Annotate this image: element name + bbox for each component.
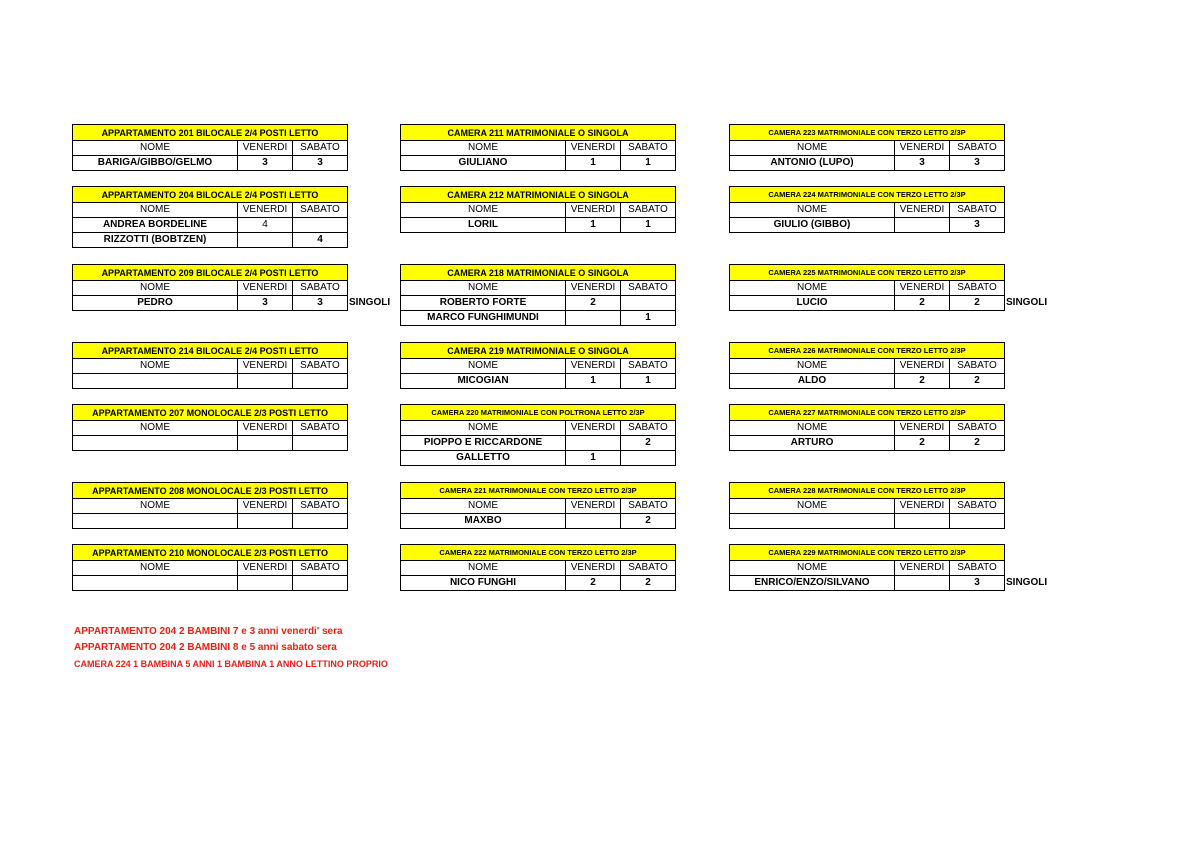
name-header: NOME: [401, 421, 566, 436]
guest-name: [73, 576, 238, 591]
guest-friday-count: 3: [895, 156, 950, 171]
guest-saturday-count: [293, 218, 348, 233]
guest-friday-count: 1: [566, 218, 621, 233]
guest-saturday-count: 3: [950, 156, 1005, 171]
room-title: APPARTAMENTO 208 MONOLOCALE 2/3 POSTI LETTO: [73, 483, 348, 499]
name-header: NOME: [730, 561, 895, 576]
friday-header: VENERDI: [566, 359, 621, 374]
room-title: CAMERA 218 MATRIMONIALE O SINGOLA: [401, 265, 676, 281]
name-header: NOME: [730, 203, 895, 218]
guest-saturday-count: 2: [950, 436, 1005, 451]
room-title: CAMERA 229 MATRIMONIALE CON TERZO LETTO 2/3P: [730, 545, 1005, 561]
room-table-camera-223: [729, 124, 1005, 171]
name-header: NOME: [730, 141, 895, 156]
room-table-camera-222: [400, 544, 676, 591]
room-title: APPARTAMENTO 201 BILOCALE 2/4 POSTI LETTO: [73, 125, 348, 141]
guest-saturday-count: 4: [293, 233, 348, 248]
guest-saturday-count: [293, 436, 348, 451]
guest-name: NICO FUNGHI: [401, 576, 566, 591]
notes-block: [74, 624, 388, 672]
guest-friday-count: 4: [238, 218, 293, 233]
saturday-header: SABATO: [293, 141, 348, 156]
room-table-camera-228: [729, 482, 1005, 529]
guest-name: MICOGIAN: [401, 374, 566, 389]
room-title: CAMERA 226 MATRIMONIALE CON TERZO LETTO 2/3P: [730, 343, 1005, 359]
guest-friday-count: [238, 436, 293, 451]
friday-header: VENERDI: [238, 141, 293, 156]
room-title: CAMERA 224 MATRIMONIALE CON TERZO LETTO 2/3P: [730, 187, 1005, 203]
name-header: NOME: [73, 281, 238, 296]
guest-saturday-count: 2: [621, 436, 676, 451]
guest-name: ROBERTO FORTE: [401, 296, 566, 311]
guest-name: GALLETTO: [401, 451, 566, 466]
guest-friday-count: 3: [238, 296, 293, 311]
friday-header: VENERDI: [566, 141, 621, 156]
guest-name: RIZZOTTI (BOBTZEN): [73, 233, 238, 248]
guest-friday-count: [238, 576, 293, 591]
friday-header: VENERDI: [895, 421, 950, 436]
name-header: NOME: [73, 203, 238, 218]
note-line: APPARTAMENTO 204 2 BAMBINI 8 e 5 anni sabato sera: [74, 642, 337, 653]
guest-saturday-count: [950, 514, 1005, 529]
guest-saturday-count: [621, 451, 676, 466]
friday-header: VENERDI: [238, 203, 293, 218]
name-header: NOME: [730, 359, 895, 374]
guest-saturday-count: [293, 514, 348, 529]
guest-name: BARIGA/GIBBO/GELMO: [73, 156, 238, 171]
guest-name: ENRICO/ENZO/SILVANO: [730, 576, 895, 591]
guest-name: MARCO FUNGHIMUNDI: [401, 311, 566, 326]
friday-header: VENERDI: [895, 359, 950, 374]
guest-name: LORIL: [401, 218, 566, 233]
guest-name: LUCIO: [730, 296, 895, 311]
saturday-header: SABATO: [621, 359, 676, 374]
guest-name: ANTONIO (LUPO): [730, 156, 895, 171]
room-table-camera-218: [400, 264, 676, 326]
friday-header: VENERDI: [238, 281, 293, 296]
guest-friday-count: 1: [566, 156, 621, 171]
name-header: NOME: [73, 421, 238, 436]
friday-header: VENERDI: [238, 421, 293, 436]
friday-header: VENERDI: [566, 421, 621, 436]
room-title: CAMERA 228 MATRIMONIALE CON TERZO LETTO 2/3P: [730, 483, 1005, 499]
name-header: NOME: [73, 561, 238, 576]
saturday-header: SABATO: [621, 203, 676, 218]
guest-friday-count: [566, 311, 621, 326]
name-header: NOME: [730, 281, 895, 296]
saturday-header: SABATO: [293, 359, 348, 374]
room-table-camera-212: [400, 186, 676, 233]
friday-header: VENERDI: [895, 281, 950, 296]
saturday-header: SABATO: [950, 499, 1005, 514]
saturday-header: SABATO: [293, 421, 348, 436]
guest-saturday-count: 3: [293, 156, 348, 171]
guest-name: [73, 514, 238, 529]
guest-saturday-count: [621, 296, 676, 311]
guest-saturday-count: [293, 576, 348, 591]
saturday-header: SABATO: [950, 421, 1005, 436]
guest-name: ALDO: [730, 374, 895, 389]
room-table-camera-221: [400, 482, 676, 529]
name-header: NOME: [401, 141, 566, 156]
room-title: CAMERA 211 MATRIMONIALE O SINGOLA: [401, 125, 676, 141]
saturday-header: SABATO: [293, 281, 348, 296]
room-title: APPARTAMENTO 209 BILOCALE 2/4 POSTI LETTO: [73, 265, 348, 281]
room-table-camera-220: [400, 404, 676, 466]
note-line: CAMERA 224 1 BAMBINA 5 ANNI 1 BAMBINA 1 ANNO LETTINO PROPRIO: [74, 659, 388, 669]
guest-friday-count: [566, 436, 621, 451]
room-table-apt-207: [72, 404, 348, 451]
saturday-header: SABATO: [293, 561, 348, 576]
friday-header: VENERDI: [895, 141, 950, 156]
friday-header: VENERDI: [566, 499, 621, 514]
friday-header: VENERDI: [566, 561, 621, 576]
name-header: NOME: [73, 499, 238, 514]
friday-header: VENERDI: [895, 561, 950, 576]
guest-friday-count: [895, 218, 950, 233]
room-table-camera-225: [729, 264, 1005, 311]
guest-saturday-count: 2: [950, 374, 1005, 389]
guest-saturday-count: 1: [621, 218, 676, 233]
name-header: NOME: [73, 141, 238, 156]
saturday-header: SABATO: [621, 561, 676, 576]
room-title: CAMERA 212 MATRIMONIALE O SINGOLA: [401, 187, 676, 203]
guest-name: GIULIO (GIBBO): [730, 218, 895, 233]
saturday-header: SABATO: [950, 141, 1005, 156]
guest-friday-count: 2: [895, 374, 950, 389]
friday-header: VENERDI: [895, 203, 950, 218]
saturday-header: SABATO: [950, 359, 1005, 374]
guest-saturday-count: 1: [621, 374, 676, 389]
room-table-camera-211: [400, 124, 676, 171]
guest-friday-count: 1: [566, 374, 621, 389]
singoli-label: SINGOLI: [1006, 297, 1048, 308]
saturday-header: SABATO: [950, 281, 1005, 296]
saturday-header: SABATO: [621, 421, 676, 436]
singoli-label: SINGOLI: [1006, 577, 1048, 588]
name-header: NOME: [401, 281, 566, 296]
room-title: CAMERA 219 MATRIMONIALE O SINGOLA: [401, 343, 676, 359]
name-header: NOME: [730, 499, 895, 514]
guest-saturday-count: [293, 374, 348, 389]
guest-friday-count: 1: [566, 451, 621, 466]
guest-name: [73, 374, 238, 389]
room-title: APPARTAMENTO 214 BILOCALE 2/4 POSTI LETTO: [73, 343, 348, 359]
guest-saturday-count: 3: [293, 296, 348, 311]
guest-friday-count: [238, 514, 293, 529]
guest-name: MAXBO: [401, 514, 566, 529]
room-title: CAMERA 225 MATRIMONIALE CON TERZO LETTO 2/3P: [730, 265, 1005, 281]
room-table-camera-224: [729, 186, 1005, 233]
room-title: CAMERA 223 MATRIMONIALE CON TERZO LETTO 2/3P: [730, 125, 1005, 141]
saturday-header: SABATO: [621, 141, 676, 156]
guest-saturday-count: 2: [950, 296, 1005, 311]
friday-header: VENERDI: [566, 203, 621, 218]
friday-header: VENERDI: [895, 499, 950, 514]
guest-friday-count: [566, 514, 621, 529]
guest-saturday-count: 3: [950, 576, 1005, 591]
guest-name: PIOPPO E RICCARDONE: [401, 436, 566, 451]
room-title: APPARTAMENTO 204 BILOCALE 2/4 POSTI LETTO: [73, 187, 348, 203]
guest-friday-count: 2: [895, 296, 950, 311]
room-table-apt-208: [72, 482, 348, 529]
name-header: NOME: [401, 359, 566, 374]
guest-saturday-count: 1: [621, 311, 676, 326]
guest-saturday-count: 2: [621, 514, 676, 529]
guest-friday-count: 2: [566, 576, 621, 591]
guest-name: [73, 436, 238, 451]
guest-friday-count: [238, 374, 293, 389]
guest-saturday-count: 1: [621, 156, 676, 171]
guest-saturday-count: 3: [950, 218, 1005, 233]
name-header: NOME: [401, 203, 566, 218]
saturday-header: SABATO: [293, 203, 348, 218]
room-table-camera-227: [729, 404, 1005, 451]
name-header: NOME: [730, 421, 895, 436]
room-title: CAMERA 220 MATRIMONIALE CON POLTRONA LETTO 2/3P: [401, 405, 676, 421]
name-header: NOME: [73, 359, 238, 374]
room-title: APPARTAMENTO 210 MONOLOCALE 2/3 POSTI LETTO: [73, 545, 348, 561]
note-line: APPARTAMENTO 204 2 BAMBINI 7 e 3 anni venerdi' sera: [74, 626, 343, 637]
saturday-header: SABATO: [621, 499, 676, 514]
guest-name: GIULIANO: [401, 156, 566, 171]
guest-name: ANDREA BORDELINE: [73, 218, 238, 233]
guest-name: ARTURO: [730, 436, 895, 451]
guest-friday-count: 2: [566, 296, 621, 311]
friday-header: VENERDI: [238, 499, 293, 514]
room-table-apt-210: [72, 544, 348, 591]
guest-friday-count: [895, 576, 950, 591]
guest-saturday-count: 2: [621, 576, 676, 591]
friday-header: VENERDI: [238, 561, 293, 576]
room-title: CAMERA 221 MATRIMONIALE CON TERZO LETTO 2/3P: [401, 483, 676, 499]
room-table-camera-219: [400, 342, 676, 389]
room-title: CAMERA 222 MATRIMONIALE CON TERZO LETTO 2/3P: [401, 545, 676, 561]
name-header: NOME: [401, 499, 566, 514]
room-table-camera-226: [729, 342, 1005, 389]
guest-friday-count: 2: [895, 436, 950, 451]
guest-friday-count: 3: [238, 156, 293, 171]
guest-name: [730, 514, 895, 529]
guest-friday-count: [238, 233, 293, 248]
guest-friday-count: [895, 514, 950, 529]
room-table-apt-209: [72, 264, 348, 311]
saturday-header: SABATO: [950, 561, 1005, 576]
room-title: CAMERA 227 MATRIMONIALE CON TERZO LETTO 2/3P: [730, 405, 1005, 421]
room-title: APPARTAMENTO 207 MONOLOCALE 2/3 POSTI LETTO: [73, 405, 348, 421]
friday-header: VENERDI: [566, 281, 621, 296]
room-table-apt-214: [72, 342, 348, 389]
saturday-header: SABATO: [293, 499, 348, 514]
saturday-header: SABATO: [621, 281, 676, 296]
saturday-header: SABATO: [950, 203, 1005, 218]
singoli-label: SINGOLI: [349, 297, 391, 308]
guest-name: PEDRO: [73, 296, 238, 311]
name-header: NOME: [401, 561, 566, 576]
room-table-apt-204: [72, 186, 348, 248]
friday-header: VENERDI: [238, 359, 293, 374]
room-table-apt-201: [72, 124, 348, 171]
room-table-camera-229: [729, 544, 1005, 591]
